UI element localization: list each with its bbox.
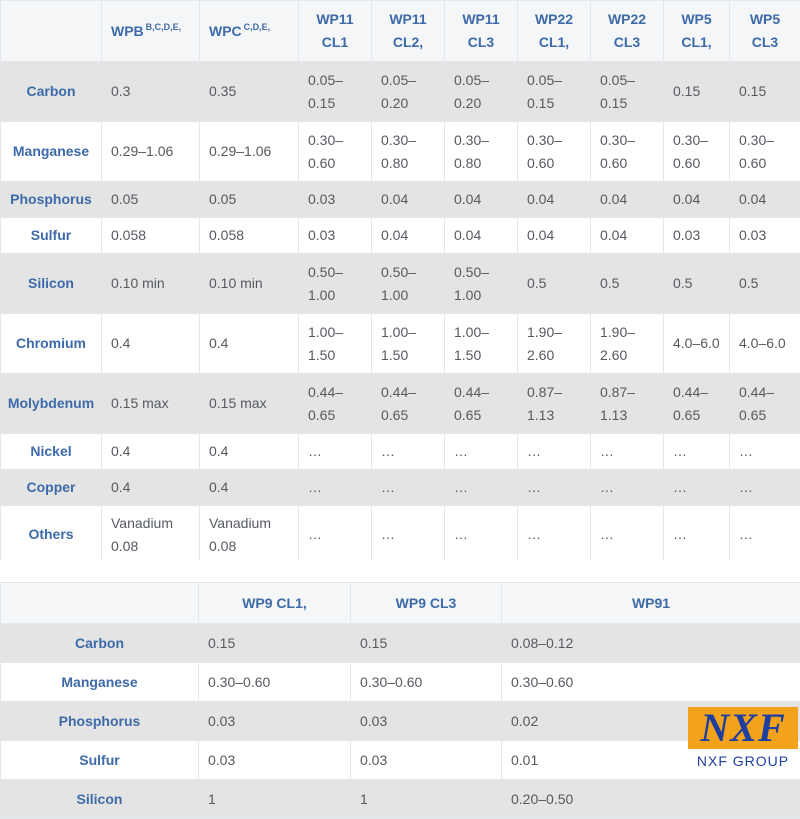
table-cell: 0.08–0.12 [502, 624, 800, 663]
row-label: Phosphorus [1, 702, 199, 741]
table-cell [200, 254, 299, 314]
cell-value-line: 0.4 [111, 479, 130, 495]
table-cell [102, 122, 200, 182]
cell-value-line: … [527, 526, 541, 542]
table-cell [591, 182, 664, 218]
cell-value-line: 0.10 min [209, 275, 263, 291]
cell-value-line: 0.05 [209, 191, 236, 207]
cell-value-line: … [673, 443, 687, 459]
table-cell [299, 374, 372, 434]
cell-value-line: 0.05– [600, 72, 635, 88]
table-cell: 0.30–0.60 [351, 663, 502, 702]
table-cell [102, 62, 200, 122]
cell-value-line: 1.50 [381, 347, 408, 363]
cell-value-line: 0.60 [600, 155, 627, 171]
cell-value-line: … [739, 443, 753, 459]
table-2-header-row [1, 583, 800, 624]
cell-value-line: 0.08 [111, 538, 138, 554]
table-cell [518, 374, 591, 434]
cell-value-line: … [308, 526, 322, 542]
table-cell [200, 374, 299, 434]
cell-value-line: … [739, 479, 753, 495]
row-label: Manganese [1, 663, 199, 702]
cell-value-line: 0.15 max [111, 395, 169, 411]
nxf-group-logo [688, 707, 798, 773]
cell-value-line: 1.00 [308, 287, 335, 303]
table-cell [591, 314, 664, 374]
cell-value-line: … [673, 526, 687, 542]
table-cell [445, 182, 518, 218]
table-cell [445, 254, 518, 314]
cell-value-line: 0.65 [381, 407, 408, 423]
cell-value-line: 1.50 [454, 347, 481, 363]
cell-value-line: 0.15 [739, 83, 766, 99]
logo-mark: NXF [688, 707, 798, 749]
cell-value-line: 0.15 max [209, 395, 267, 411]
column-header-line: CL1, [539, 34, 569, 50]
cell-value-line: 0.65 [673, 407, 700, 423]
cell-value-line: … [381, 443, 395, 459]
cell-value-line: 4.0–6.0 [739, 335, 786, 351]
table-cell [299, 506, 372, 564]
cell-value-line: 0.4 [209, 479, 228, 495]
column-header-line: CL3 [468, 34, 494, 50]
table-cell [664, 62, 730, 122]
table-cell [664, 434, 730, 470]
cell-value-line: 0.30– [600, 132, 635, 148]
table-cell [591, 470, 664, 506]
row-label: Carbon [1, 62, 102, 122]
column-header-line: WP22 [608, 11, 646, 27]
cell-value-line: 0.44– [673, 384, 708, 400]
cell-value-line: 0.5 [527, 275, 546, 291]
table-row [1, 624, 800, 663]
row-label: Others [1, 506, 102, 564]
table-cell [518, 434, 591, 470]
table-row [1, 780, 800, 819]
table-cell [445, 434, 518, 470]
cell-value-line: 0.4 [209, 443, 228, 459]
column-header-line: CL1, [681, 34, 711, 50]
column-header-name: WPB [111, 23, 144, 39]
table-cell [730, 506, 800, 564]
cell-value-line: 0.5 [673, 275, 692, 291]
table-cell [372, 506, 445, 564]
table-cell [591, 62, 664, 122]
header-corner-cell [1, 1, 102, 62]
cell-value-line: 0.04 [381, 227, 408, 243]
table-cell [664, 122, 730, 182]
table-cell [200, 434, 299, 470]
table-row [1, 62, 800, 122]
column-header-wp9-cl3: WP9 CL3 [351, 583, 502, 624]
table-cell [102, 506, 200, 564]
table-cell [518, 122, 591, 182]
table-cell [372, 374, 445, 434]
column-header-line: CL2, [393, 34, 423, 50]
table-cell: 0.01 [502, 741, 800, 780]
column-header-line: WP11 [389, 11, 426, 27]
table-cell [372, 182, 445, 218]
table-row [1, 254, 800, 314]
table-cell [518, 254, 591, 314]
column-header-wpc [200, 1, 299, 62]
row-label: Copper [1, 470, 102, 506]
cell-value-line: 0.4 [111, 335, 130, 351]
table-cell [102, 434, 200, 470]
cell-value-line: 0.60 [739, 155, 766, 171]
table-cell: 0.15 [199, 624, 351, 663]
table-row [1, 702, 800, 741]
cell-value-line: 0.08 [209, 538, 236, 554]
cell-value-line: 0.87– [527, 384, 562, 400]
cell-value-line: 0.05– [308, 72, 343, 88]
table-cell [591, 506, 664, 564]
cell-value-line: 0.35 [209, 83, 236, 99]
cell-value-line: 0.30– [308, 132, 343, 148]
column-header-wp5-cl3 [730, 1, 800, 62]
table-cell [200, 506, 299, 564]
table-cell [730, 470, 800, 506]
cell-value-line: 0.44– [739, 384, 774, 400]
table-1-header-row [1, 1, 800, 62]
table-cell [372, 62, 445, 122]
cell-value-line: 1.00– [381, 324, 416, 340]
cell-value-line: 1.50 [308, 347, 335, 363]
table-cell [102, 374, 200, 434]
column-header-wp22-cl1 [518, 1, 591, 62]
table-cell [445, 218, 518, 254]
cell-value-line: … [454, 526, 468, 542]
cell-value-line: 0.50– [454, 264, 489, 280]
table-cell: 0.30–0.60 [199, 663, 351, 702]
cell-value-line: 0.20 [381, 95, 408, 111]
row-label: Carbon [1, 624, 199, 663]
cell-value-line: 1.13 [527, 407, 554, 423]
table-cell [102, 314, 200, 374]
cell-value-line: … [454, 479, 468, 495]
cell-value-line: 0.05– [527, 72, 562, 88]
cell-value-line: 0.30– [527, 132, 562, 148]
table-cell [200, 122, 299, 182]
cell-value-line: 0.15 [673, 83, 700, 99]
column-header-line: WP5 [750, 11, 780, 27]
table-cell [102, 470, 200, 506]
cell-value-line: 0.60 [527, 155, 554, 171]
table-cell [730, 374, 800, 434]
table-cell [372, 314, 445, 374]
table-cell [518, 218, 591, 254]
table-cell [299, 254, 372, 314]
cell-value-line: 0.60 [673, 155, 700, 171]
cell-value-line: … [527, 443, 541, 459]
cell-value-line: 1.00 [454, 287, 481, 303]
cell-value-line: 2.60 [600, 347, 627, 363]
cell-value-line: 0.04 [454, 191, 481, 207]
cell-value-line: 0.04 [454, 227, 481, 243]
cell-value-line: 0.04 [527, 191, 554, 207]
table-cell [200, 218, 299, 254]
cell-value-line: 0.05– [381, 72, 416, 88]
table-cell [518, 506, 591, 564]
table-cell [664, 374, 730, 434]
column-header-wp5-cl1 [664, 1, 730, 62]
table-cell [730, 122, 800, 182]
cell-value-line: 1.00 [381, 287, 408, 303]
cell-value-line: 0.10 min [111, 275, 165, 291]
column-header-wp91: WP91 [502, 583, 800, 624]
row-label: Nickel [1, 434, 102, 470]
table-cell [664, 314, 730, 374]
table-cell [730, 254, 800, 314]
table-cell [372, 470, 445, 506]
cell-value-line: 4.0–6.0 [673, 335, 720, 351]
table-cell [200, 62, 299, 122]
cell-value-line: 0.50– [308, 264, 343, 280]
row-label: Molybdenum [1, 374, 102, 434]
cell-value-line: 0.04 [600, 191, 627, 207]
table-row [1, 122, 800, 182]
cell-value-line: 0.29–1.06 [209, 143, 271, 159]
cell-value-line: 0.5 [600, 275, 619, 291]
row-label: Sulfur [1, 218, 102, 254]
cell-value-line: 0.15 [308, 95, 335, 111]
table-cell: 0.03 [199, 741, 351, 780]
cell-value-line: … [308, 443, 322, 459]
table-cell: 0.02 [502, 702, 800, 741]
row-label: Silicon [1, 780, 199, 819]
cell-value-line: … [600, 443, 614, 459]
table-cell: 0.03 [199, 702, 351, 741]
table-cell [664, 182, 730, 218]
table-cell [102, 218, 200, 254]
cell-value-line: … [308, 479, 322, 495]
table-cell [200, 470, 299, 506]
table-cell [730, 182, 800, 218]
table-cell [372, 434, 445, 470]
cell-value-line: 0.058 [209, 227, 244, 243]
table-cell [299, 314, 372, 374]
cell-value-line: 0.5 [739, 275, 758, 291]
cell-value-line: … [527, 479, 541, 495]
cell-value-line: 2.60 [527, 347, 554, 363]
cell-value-line: … [600, 526, 614, 542]
table-cell [591, 254, 664, 314]
table-row [1, 741, 800, 780]
table-cell [664, 254, 730, 314]
table-cell: 0.15 [351, 624, 502, 663]
cell-value-line: 0.03 [739, 227, 766, 243]
column-header-line: CL3 [752, 34, 778, 50]
table-cell [372, 122, 445, 182]
cell-value-line: 0.65 [739, 407, 766, 423]
table-row [1, 218, 800, 254]
column-header-wpb [102, 1, 200, 62]
cell-value-line: … [600, 479, 614, 495]
cell-value-line: … [739, 526, 753, 542]
cell-value-line: 0.60 [308, 155, 335, 171]
cell-value-line: 0.30– [381, 132, 416, 148]
table-cell [299, 470, 372, 506]
table-cell [445, 506, 518, 564]
table-cell: 0.03 [351, 702, 502, 741]
column-header-note: C,D,E, [244, 22, 271, 32]
cell-value-line: 0.058 [111, 227, 146, 243]
column-header-line: CL1 [322, 34, 348, 50]
table-row [1, 470, 800, 506]
table-cell: 1 [351, 780, 502, 819]
cell-value-line: 0.30– [739, 132, 774, 148]
cell-value-line: 0.03 [673, 227, 700, 243]
cell-value-line: 0.03 [308, 191, 335, 207]
row-label: Silicon [1, 254, 102, 314]
cell-value-line: 0.30– [673, 132, 708, 148]
cell-value-line: 0.05 [111, 191, 138, 207]
cell-value-line: 0.80 [381, 155, 408, 171]
cell-value-line: 0.80 [454, 155, 481, 171]
header-corner-cell [1, 583, 199, 624]
table-cell [372, 218, 445, 254]
column-header-wp9-cl1: WP9 CL1, [199, 583, 351, 624]
row-label: Chromium [1, 314, 102, 374]
table-cell [102, 254, 200, 314]
table-cell: 0.20–0.50 [502, 780, 800, 819]
table-cell [591, 122, 664, 182]
table-cell [200, 182, 299, 218]
table-cell [299, 218, 372, 254]
table-cell [591, 374, 664, 434]
row-label: Phosphorus [1, 182, 102, 218]
cell-value-line: 1.13 [600, 407, 627, 423]
cell-value-line: 0.44– [454, 384, 489, 400]
cell-value-line: 0.20 [454, 95, 481, 111]
table-cell [372, 254, 445, 314]
cell-value-line: 0.04 [527, 227, 554, 243]
table-cell [299, 434, 372, 470]
table-row [1, 663, 800, 702]
cell-value-line: 1.90– [600, 324, 635, 340]
table-cell [102, 182, 200, 218]
cell-value-line: 0.50– [381, 264, 416, 280]
cell-value-line: … [381, 479, 395, 495]
cell-value-line: 0.65 [454, 407, 481, 423]
cell-value-line: 0.3 [111, 83, 130, 99]
column-header-wp11-cl2 [372, 1, 445, 62]
cell-value-line: 0.15 [600, 95, 627, 111]
table-cell [518, 182, 591, 218]
table-separator [0, 560, 800, 582]
cell-value-line: Vanadium [209, 515, 271, 531]
table-cell [730, 62, 800, 122]
column-header-wp11-cl3 [445, 1, 518, 62]
table-1-body [1, 62, 800, 564]
table-cell [518, 470, 591, 506]
table-cell [730, 434, 800, 470]
column-header-wp22-cl3 [591, 1, 664, 62]
table-cell [518, 314, 591, 374]
table-cell [445, 122, 518, 182]
table-row [1, 182, 800, 218]
table-cell [445, 314, 518, 374]
column-header-line: WP5 [681, 11, 711, 27]
cell-value-line: 0.04 [600, 227, 627, 243]
table-cell [730, 218, 800, 254]
table-row [1, 434, 800, 470]
cell-value-line: 0.04 [739, 191, 766, 207]
table-row [1, 374, 800, 434]
table-cell [299, 62, 372, 122]
cell-value-line: 0.44– [381, 384, 416, 400]
column-header-wp11-cl1 [299, 1, 372, 62]
table-row [1, 506, 800, 564]
cell-value-line: 0.03 [308, 227, 335, 243]
column-header-line: WP11 [462, 11, 499, 27]
table-cell [730, 314, 800, 374]
cell-value-line: 0.04 [381, 191, 408, 207]
table-cell: 0.30–0.60 [502, 663, 800, 702]
cell-value-line: 0.4 [111, 443, 130, 459]
table-2-body [1, 624, 800, 819]
table-cell [299, 182, 372, 218]
cell-value-line: 0.30– [454, 132, 489, 148]
row-label: Sulfur [1, 741, 199, 780]
table-cell [445, 62, 518, 122]
table-cell [445, 470, 518, 506]
table-cell [664, 506, 730, 564]
row-label: Manganese [1, 122, 102, 182]
table-cell [299, 122, 372, 182]
column-header-note: B,C,D,E, [146, 22, 182, 32]
cell-value-line: 0.44– [308, 384, 343, 400]
table-cell: 1 [199, 780, 351, 819]
cell-value-line: … [381, 526, 395, 542]
cell-value-line: … [454, 443, 468, 459]
logo-caption: NXF GROUP [688, 752, 798, 770]
cell-value-line: Vanadium [111, 515, 173, 531]
table-cell [445, 374, 518, 434]
table-row [1, 314, 800, 374]
table-cell [591, 218, 664, 254]
cell-value-line: … [673, 479, 687, 495]
cell-value-line: 0.04 [673, 191, 700, 207]
table-cell [664, 218, 730, 254]
cell-value-line: 1.90– [527, 324, 562, 340]
cell-value-line: 0.4 [209, 335, 228, 351]
table-cell [591, 434, 664, 470]
column-header-line: WP22 [535, 11, 573, 27]
column-header-line: WP11 [316, 11, 353, 27]
cell-value-line: 0.05– [454, 72, 489, 88]
cell-value-line: 0.65 [308, 407, 335, 423]
table-cell: 0.03 [351, 741, 502, 780]
chemical-composition-table-2 [0, 582, 800, 819]
column-header-line: CL3 [614, 34, 640, 50]
cell-value-line: 0.87– [600, 384, 635, 400]
column-header-name: WPC [209, 23, 242, 39]
table-cell [518, 62, 591, 122]
table-cell [200, 314, 299, 374]
cell-value-line: 0.29–1.06 [111, 143, 173, 159]
cell-value-line: 0.15 [527, 95, 554, 111]
cell-value-line: 1.00– [454, 324, 489, 340]
cell-value-line: 1.00– [308, 324, 343, 340]
table-cell [664, 470, 730, 506]
